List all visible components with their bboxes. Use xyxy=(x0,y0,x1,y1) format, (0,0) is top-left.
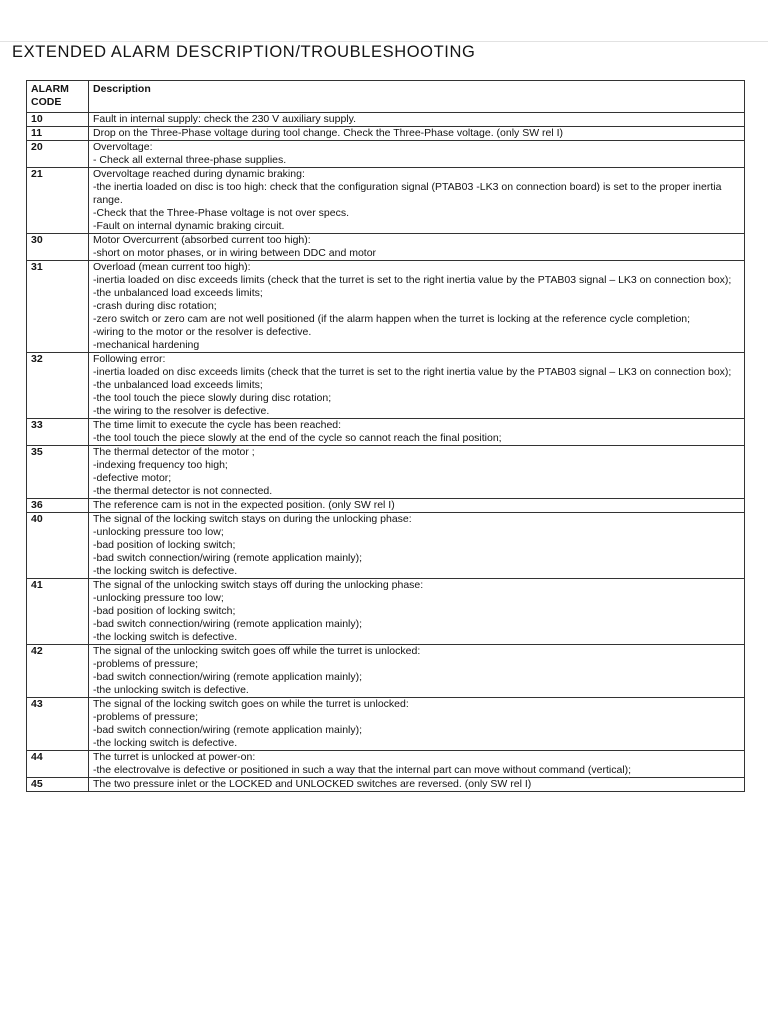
alarm-description xyxy=(89,698,745,751)
alarm-code-header xyxy=(27,81,89,113)
description-item: -bad switch connection/wiring (remote application mainly); xyxy=(93,552,363,564)
description-item: -inertia loaded on disc exceeds limits (check that the turret is set to the right inertia value by the PTAB03 signal – LK3 on connection box); xyxy=(93,366,732,378)
table-row xyxy=(27,234,745,261)
alarm-code: 20 xyxy=(27,141,89,168)
alarm-description xyxy=(89,751,745,778)
alarm-code: 36 xyxy=(27,499,89,513)
alarm-description xyxy=(89,168,745,234)
description-summary: Motor Overcurrent (absorbed current too high): xyxy=(93,234,311,246)
table-row xyxy=(27,645,745,698)
description-item: -zero switch or zero cam are not well positioned (if the alarm happen when the turret is locking at the reference cycle completion; xyxy=(93,313,691,325)
alarm-code: 32 xyxy=(27,353,89,419)
table-row xyxy=(27,113,745,127)
table-row xyxy=(27,353,745,419)
top-divider xyxy=(0,41,768,42)
description-item: - Check all external three-phase supplies. xyxy=(93,154,287,166)
alarm-code: 35 xyxy=(27,446,89,499)
alarm-description xyxy=(89,579,745,645)
alarm-code-header-line1: ALARM xyxy=(31,83,69,95)
alarm-description xyxy=(89,645,745,698)
alarm-description xyxy=(89,513,745,579)
description-item: -defective motor; xyxy=(93,472,172,484)
description-summary: The time limit to execute the cycle has been reached: xyxy=(93,419,342,431)
description-item: -the electrovalve is defective or positioned in such a way that the internal part can move without command (vertical); xyxy=(93,764,632,776)
description-summary: The signal of the locking switch stays on during the unlocking phase: xyxy=(93,513,412,525)
description-header: Description xyxy=(89,81,745,113)
description-item: -the locking switch is defective. xyxy=(93,737,238,749)
alarm-description xyxy=(89,113,745,127)
alarm-code: 10 xyxy=(27,113,89,127)
description-item: -wiring to the motor or the resolver is defective. xyxy=(93,326,312,338)
table-row xyxy=(27,141,745,168)
description-summary: Overvoltage reached during dynamic braking: xyxy=(93,168,305,180)
description-summary: The signal of the unlocking switch goes off while the turret is unlocked: xyxy=(93,645,421,657)
description-summary: The thermal detector of the motor ; xyxy=(93,446,255,458)
description-item: -the tool touch the piece slowly during disc rotation; xyxy=(93,392,332,404)
description-summary: Fault in internal supply: check the 230 V auxiliary supply. xyxy=(93,113,357,125)
alarm-description xyxy=(89,446,745,499)
description-item: -the unbalanced load exceeds limits; xyxy=(93,287,263,299)
description-item: -Fault on internal dynamic braking circuit. xyxy=(93,220,285,232)
alarm-rows xyxy=(27,113,745,792)
table-row xyxy=(27,127,745,141)
alarm-description xyxy=(89,127,745,141)
alarm-code: 33 xyxy=(27,419,89,446)
alarm-description xyxy=(89,261,745,353)
alarm-code: 41 xyxy=(27,579,89,645)
description-item: -short on motor phases, or in wiring between DDC and motor xyxy=(93,247,377,259)
page-title: EXTENDED ALARM DESCRIPTION/TROUBLESHOOTING xyxy=(12,43,476,61)
description-item: -bad position of locking switch; xyxy=(93,605,236,617)
alarm-code: 45 xyxy=(27,778,89,792)
alarm-code: 21 xyxy=(27,168,89,234)
description-item: -indexing frequency too high; xyxy=(93,459,228,471)
alarm-code-header-line2: CODE xyxy=(31,96,62,108)
alarm-code: 31 xyxy=(27,261,89,353)
table-row xyxy=(27,499,745,513)
alarm-description xyxy=(89,419,745,446)
description-item: -problems of pressure; xyxy=(93,658,199,670)
description-item: -mechanical hardening xyxy=(93,339,200,351)
description-item: -the wiring to the resolver is defective. xyxy=(93,405,270,417)
alarm-code: 30 xyxy=(27,234,89,261)
description-item: -Check that the Three-Phase voltage is not over specs. xyxy=(93,207,350,219)
description-item: -the tool touch the piece slowly at the end of the cycle so cannot reach the final position; xyxy=(93,432,502,444)
description-summary: The signal of the locking switch goes on while the turret is unlocked: xyxy=(93,698,409,710)
alarm-code: 11 xyxy=(27,127,89,141)
description-summary: Overload (mean current too high): xyxy=(93,261,251,273)
description-item: -unlocking pressure too low; xyxy=(93,592,224,604)
description-item: -bad switch connection/wiring (remote application mainly); xyxy=(93,724,363,736)
description-item: -inertia loaded on disc exceeds limits (check that the turret is set to the right inertia value by the PTAB03 signal – LK3 on connection box); xyxy=(93,274,732,286)
table-row xyxy=(27,168,745,234)
description-item: -the locking switch is defective. xyxy=(93,631,238,643)
description-item: -the unbalanced load exceeds limits; xyxy=(93,379,263,391)
alarm-code: 43 xyxy=(27,698,89,751)
description-summary: The two pressure inlet or the LOCKED and UNLOCKED switches are reversed. (only SW rel I) xyxy=(93,778,532,790)
table-row xyxy=(27,698,745,751)
alarm-description xyxy=(89,353,745,419)
description-item: -unlocking pressure too low; xyxy=(93,526,224,538)
alarm-code: 44 xyxy=(27,751,89,778)
description-item: -crash during disc rotation; xyxy=(93,300,217,312)
alarm-description xyxy=(89,778,745,792)
table-row xyxy=(27,446,745,499)
alarm-description xyxy=(89,234,745,261)
description-summary: Drop on the Three-Phase voltage during tool change. Check the Three-Phase voltage. (only SW rel I) xyxy=(93,127,564,139)
description-summary: Overvoltage: xyxy=(93,141,153,153)
alarm-description xyxy=(89,141,745,168)
alarm-code: 42 xyxy=(27,645,89,698)
description-summary: The reference cam is not in the expected position. (only SW rel I) xyxy=(93,499,395,511)
table-row xyxy=(27,419,745,446)
description-item: -the locking switch is defective. xyxy=(93,565,238,577)
table-row xyxy=(27,261,745,353)
description-summary: The signal of the unlocking switch stays off during the unlocking phase: xyxy=(93,579,424,591)
description-summary: Following error: xyxy=(93,353,166,365)
description-item: -bad position of locking switch; xyxy=(93,539,236,551)
description-item: -the thermal detector is not connected. xyxy=(93,485,273,497)
description-item: -problems of pressure; xyxy=(93,711,199,723)
description-summary: The turret is unlocked at power-on: xyxy=(93,751,256,763)
alarm-code: 40 xyxy=(27,513,89,579)
description-item: -bad switch connection/wiring (remote application mainly); xyxy=(93,618,363,630)
table-row xyxy=(27,513,745,579)
table-header-row xyxy=(27,81,745,113)
table-row xyxy=(27,751,745,778)
alarm-table xyxy=(26,80,745,792)
alarm-description xyxy=(89,499,745,513)
description-item: -the unlocking switch is defective. xyxy=(93,684,249,696)
description-item: -bad switch connection/wiring (remote application mainly); xyxy=(93,671,363,683)
table-row xyxy=(27,579,745,645)
description-item: -the inertia loaded on disc is too high: check that the configuration signal (PTAB03 -LK3 on connection board) is set to the proper inertia range. xyxy=(93,181,722,206)
table-row xyxy=(27,778,745,792)
